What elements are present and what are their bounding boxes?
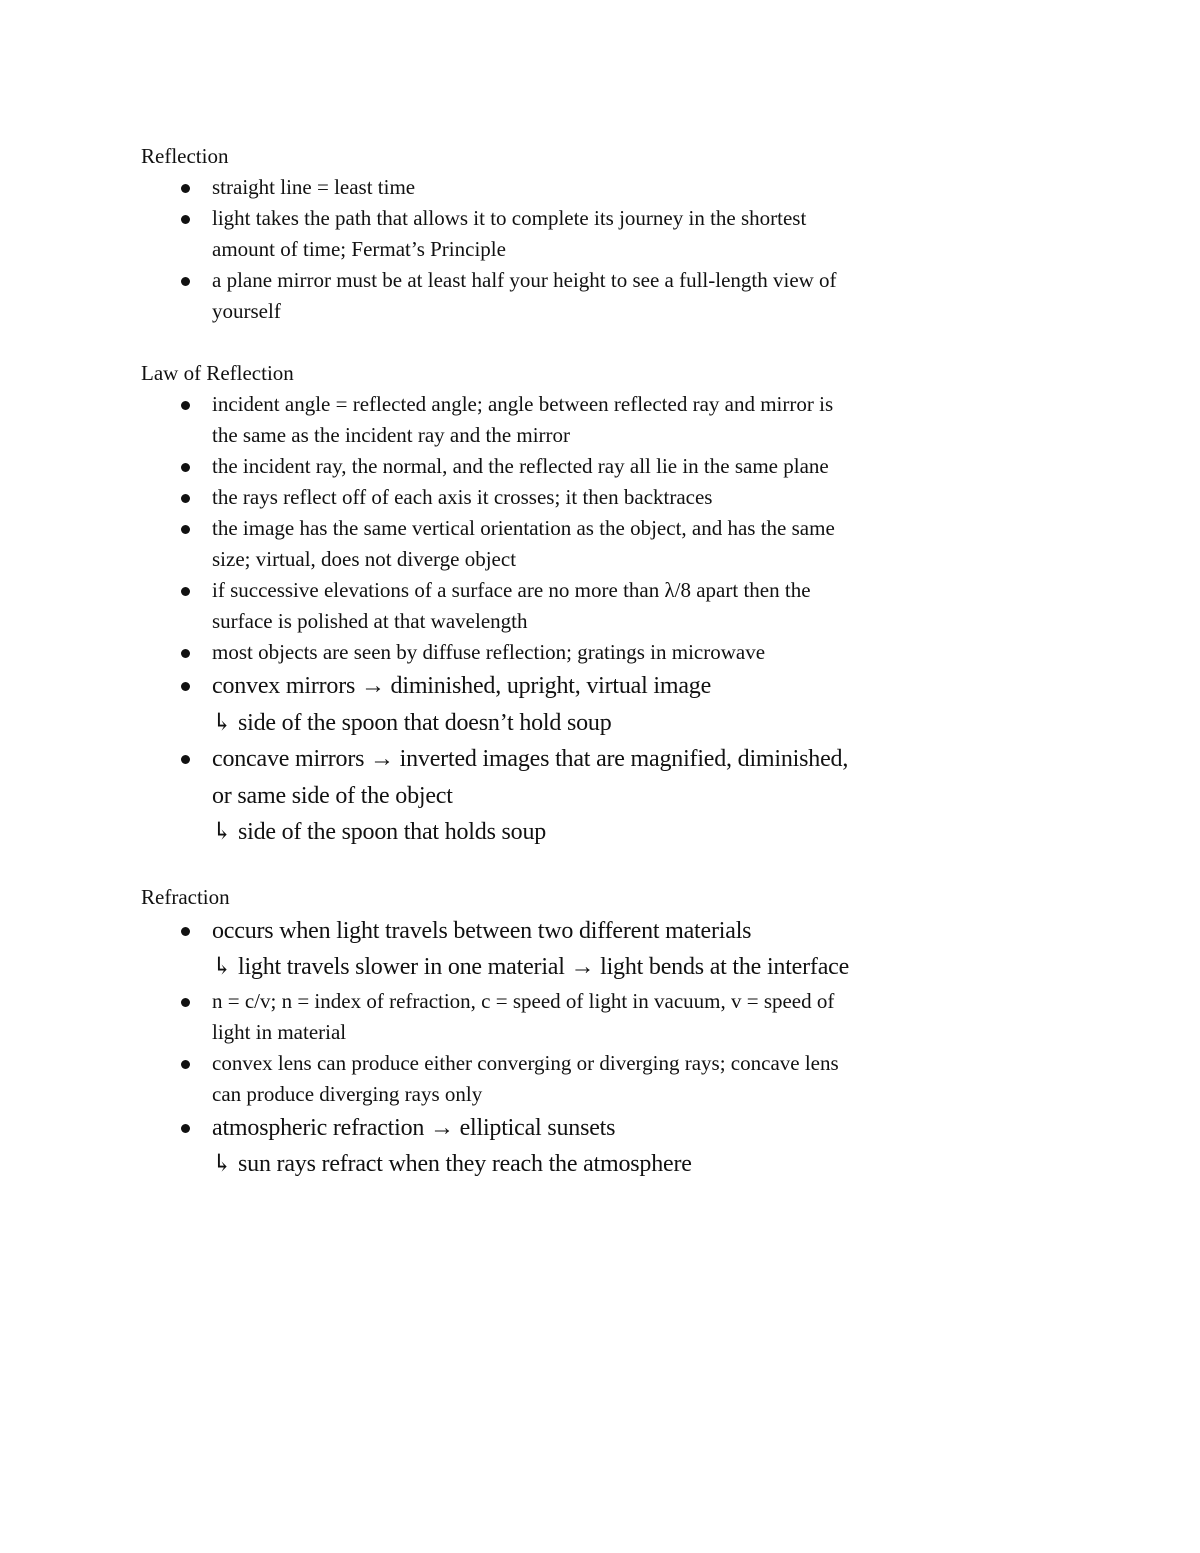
list-item: [141, 1048, 852, 1110]
bullet-icon: [181, 587, 190, 596]
list-item: [141, 482, 852, 513]
bullet-list: [141, 172, 861, 327]
section-heading: Reflection: [141, 144, 229, 168]
list-item: [141, 668, 852, 741]
section-heading: Refraction: [141, 884, 230, 909]
bullet-icon: [181, 998, 190, 1007]
sub-note-text: side of the spoon that doesn’t hold soup: [238, 709, 612, 736]
list-item: [141, 913, 852, 986]
list-item: [141, 451, 852, 482]
bullet-list: [141, 913, 861, 1183]
list-item-text: straight line = least time: [212, 175, 416, 199]
list-item: [141, 575, 852, 637]
list-item: [141, 203, 852, 265]
return-arrow-icon: ↳: [212, 709, 232, 736]
bullet-icon: [181, 215, 190, 224]
bullet-icon: [181, 1124, 190, 1133]
bullet-icon: [181, 1060, 190, 1069]
sub-note-text: sun rays refract when they reach the atmosphere: [238, 1151, 692, 1177]
bullet-icon: [181, 755, 190, 764]
sub-note-text: light travels slower in one material → light bends at the interface: [238, 954, 850, 980]
bullet-icon: [181, 277, 190, 286]
list-item-text: n = c/v; n = index of refraction, c = speed of light in vacuum, v = speed of light in material: [212, 988, 835, 1044]
bullet-icon: [181, 463, 190, 472]
list-item-text: if successive elevations of a surface are no more than λ/8 apart then the surface is polished at that wavelength: [212, 578, 811, 633]
bullet-icon: [181, 525, 190, 534]
list-item-text: the rays reflect off of each axis it crosses; it then backtraces: [212, 485, 713, 509]
list-item: [141, 1110, 852, 1183]
list-item: [141, 741, 852, 851]
document-content: [141, 141, 861, 1214]
list-item-text: convex mirrors → diminished, upright, virtual image: [212, 673, 712, 699]
bullet-icon: [181, 401, 190, 410]
bullet-list: [141, 389, 861, 851]
bullet-icon: [181, 927, 190, 936]
list-item-text: convex lens can produce either converging or diverging rays; concave lens can produce diverging rays only: [212, 1050, 839, 1106]
list-item-text: incident angle = reflected angle; angle between reflected ray and mirror is the same as the incident ray and the mirror: [212, 392, 834, 447]
list-item: [141, 513, 852, 575]
list-item: [141, 986, 852, 1048]
sub-note-text: side of the spoon that holds soup: [238, 819, 547, 845]
list-item-text: atmospheric refraction → elliptical sunsets: [212, 1114, 616, 1141]
bullet-icon: [181, 682, 190, 691]
list-item-text: occurs when light travels between two different materials: [212, 917, 752, 944]
section-law-of-reflection: [141, 358, 861, 851]
list-item: [141, 172, 852, 203]
section-refraction: [141, 882, 861, 1183]
list-item-text: the incident ray, the normal, and the reflected ray all lie in the same plane: [212, 454, 829, 478]
section-heading: Law of Reflection: [141, 361, 294, 385]
return-arrow-icon: ↳: [212, 954, 232, 980]
sub-note: [212, 949, 852, 986]
sub-note: [212, 814, 852, 851]
list-item-text: the image has the same vertical orientation as the object, and has the same size; virtual, does not diverge object: [212, 516, 835, 571]
list-item-text: most objects are seen by diffuse reflection; gratings in microwave: [212, 640, 766, 664]
return-arrow-icon: ↳: [212, 1151, 232, 1177]
list-item: [141, 637, 852, 668]
list-item: [141, 265, 852, 327]
section-reflection: [141, 141, 861, 327]
list-item-text: a plane mirror must be at least half your height to see a full-length view of yourself: [212, 268, 837, 323]
return-arrow-icon: ↳: [212, 819, 232, 845]
list-item-text: concave mirrors → inverted images that are magnified, diminished, or same side of the object: [212, 746, 849, 809]
list-item-text: light takes the path that allows it to complete its journey in the shortest amount of time; Fermat’s Principle: [212, 206, 807, 261]
list-item: [141, 389, 852, 451]
bullet-icon: [181, 494, 190, 503]
bullet-icon: [181, 649, 190, 658]
sub-note: [212, 1146, 852, 1183]
sub-note: [212, 705, 852, 742]
bullet-icon: [181, 184, 190, 193]
